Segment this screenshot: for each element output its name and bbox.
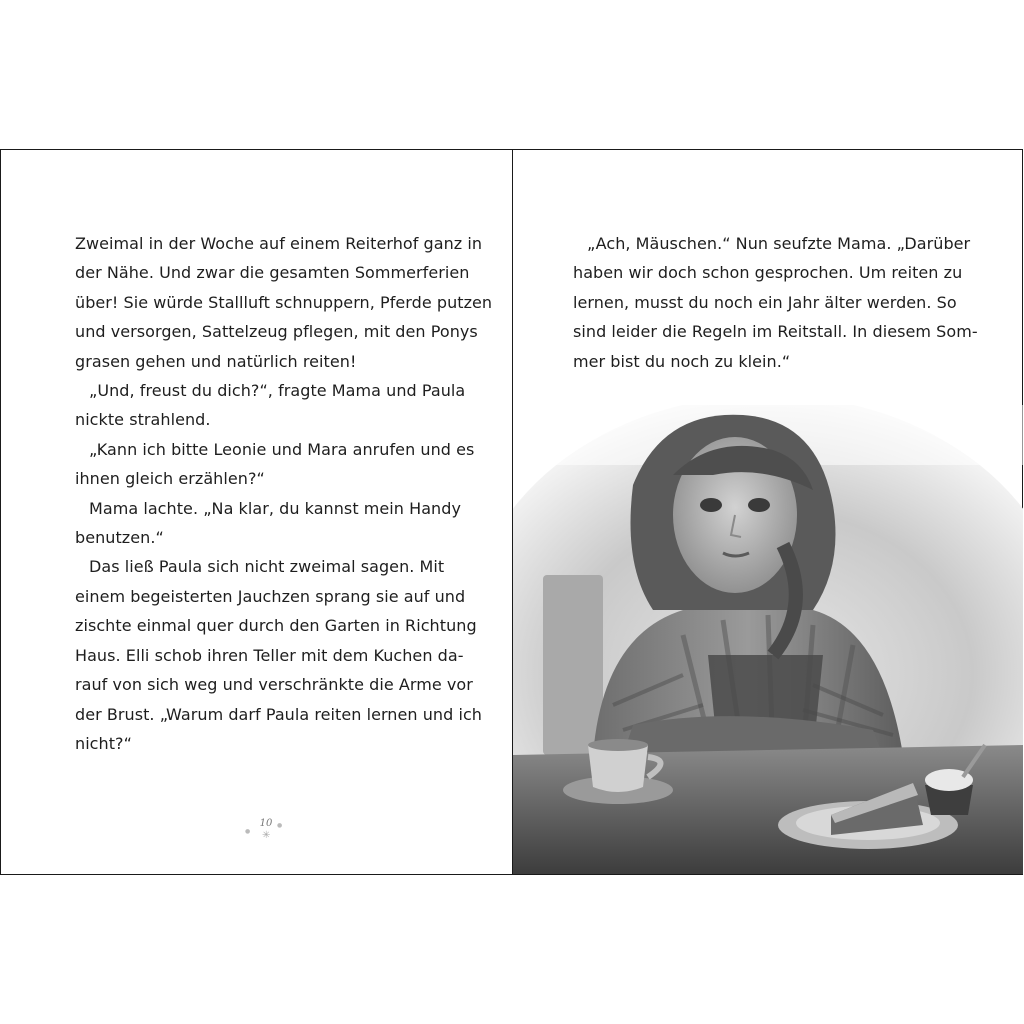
text-line: einem begeisterten Jauchzen sprang sie auf und xyxy=(75,586,466,606)
book-spread xyxy=(0,149,1023,875)
illustration-svg xyxy=(513,405,1023,874)
left-page xyxy=(1,150,512,874)
right-eye xyxy=(748,498,770,512)
text-line: zischte einmal quer durch den Garten in Richtung xyxy=(75,616,477,636)
text-line: Haus. Elli schob ihren Teller mit dem Kuchen da- xyxy=(75,645,464,665)
right-page xyxy=(513,150,1023,874)
left-page-text xyxy=(75,229,493,758)
text-line: Das ließ Paula sich nicht zweimal sagen. Mit xyxy=(89,557,445,577)
text-line: ihnen gleich erzählen?“ xyxy=(75,469,265,489)
star-ornament-icon: ✳ xyxy=(262,830,271,841)
text-line: haben wir doch schon gesprochen. Um reiten zu xyxy=(573,263,963,283)
coffee-cup xyxy=(588,745,648,792)
text-line: grasen gehen und natürlich reiten! xyxy=(75,351,357,371)
text-line: der Nähe. Und zwar die gesamten Sommerferien xyxy=(75,263,470,283)
text-line: nickte strahlend. xyxy=(75,410,211,430)
right-page-text xyxy=(573,229,978,376)
text-line: „Kann ich bitte Leonie und Mara anrufen und es xyxy=(89,439,475,459)
left-eye xyxy=(700,498,722,512)
text-line: rauf von sich weg und verschränkte die Arme vor xyxy=(75,675,473,695)
text-line: und versorgen, Sattelzeug pflegen, mit den Ponys xyxy=(75,322,478,342)
text-line: sind leider die Regeln im Reitstall. In diesem Som- xyxy=(573,322,978,342)
text-line: Mama lachte. „Na klar, du kannst mein Handy xyxy=(89,498,461,518)
text-line: benutzen.“ xyxy=(75,528,164,548)
illustration-girl-at-table xyxy=(513,405,1023,874)
text-line: mer bist du noch zu klein.“ xyxy=(573,351,791,371)
dot-ornament-icon: ● xyxy=(245,828,251,835)
text-line: „Und, freust du dich?“, fragte Mama und Paula xyxy=(89,381,466,401)
page-number: 10 xyxy=(259,818,273,829)
cup-rim xyxy=(588,739,648,751)
chair-back xyxy=(543,575,603,755)
text-line: Zweimal in der Woche auf einem Reiterhof ganz in xyxy=(75,234,483,253)
dot-ornament-icon: ● xyxy=(277,822,283,829)
text-line: nicht?“ xyxy=(75,733,132,753)
text-line: über! Sie würde Stallluft schnuppern, Pferde putzen xyxy=(75,292,493,312)
text-line: „Ach, Mäuschen.“ Nun seufzte Mama. „Darüber xyxy=(587,234,971,253)
text-line: lernen, musst du noch ein Jahr älter werden. So xyxy=(573,292,957,312)
text-line: der Brust. „Warum darf Paula reiten lernen und ich xyxy=(75,704,482,724)
